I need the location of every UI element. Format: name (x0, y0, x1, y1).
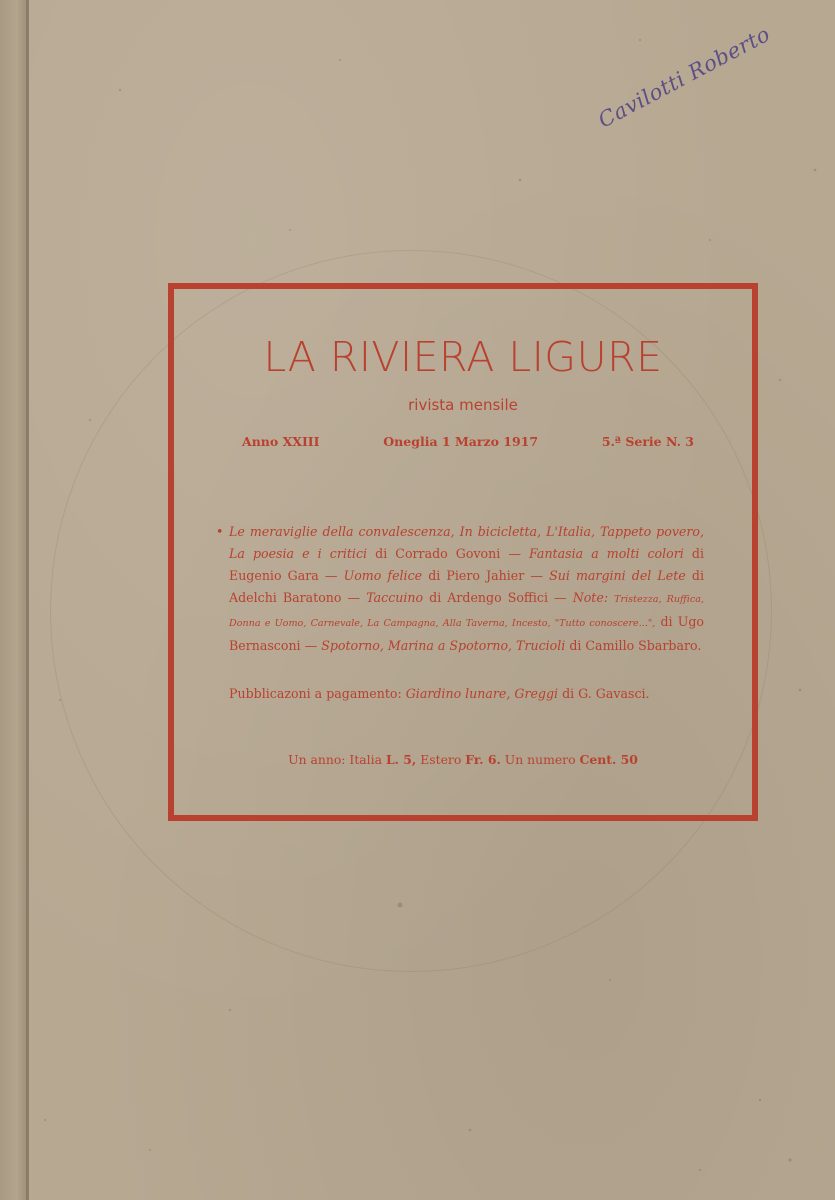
govoni-works: Le meraviglie della convalescenza, In bicicletta, L'Italia, Tappeto povero, La poesia e i critici (229, 524, 704, 561)
gara-work: Fantasia a molti colori (529, 546, 684, 561)
sbarbaro-author: di Camillo Sbarbaro. (569, 638, 702, 653)
bullet-mark: • (216, 524, 224, 539)
paid-publications-works: Giardino lunare, Greggi (405, 686, 559, 701)
soffici-author: di Ardengo Soffici — (429, 590, 567, 605)
issue-year: Anno XXIII (242, 434, 320, 449)
subscription-prices (174, 752, 752, 767)
sbarbaro-works: Spotorno, Marina a Spotorno, Trucioli (321, 638, 566, 653)
abroad-price: Fr. 6. (465, 752, 501, 767)
issue-series-number: 5.ª Serie N. 3 (601, 434, 694, 449)
year-label: Un anno: Italia (288, 752, 382, 767)
issue-info (242, 434, 694, 449)
bernasconi-work: Note: (572, 590, 609, 605)
abroad-label: Estero (420, 752, 462, 767)
baratono-work: Sui margini del Lete (549, 568, 686, 583)
soffici-work: Taccuino (366, 590, 424, 605)
paid-publications (229, 686, 704, 701)
magazine-subtitle: rivista mensile (408, 396, 518, 414)
paid-publications-author: di G. Gavasci. (562, 686, 650, 701)
baratono-author: di Adelchi Baratono — (229, 568, 704, 605)
issue-place-date: Oneglia 1 Marzo 1917 (383, 434, 539, 449)
paid-publications-label: Pubblicazoni a pagamento: (229, 686, 402, 701)
issue-price: Cent. 50 (579, 752, 638, 767)
magazine-title: LA RIVIERA LIGURE (263, 333, 663, 381)
bernasconi-author: di Ugo Bernasconi — (229, 614, 704, 653)
issue-label: Un numero (504, 752, 576, 767)
jahier-work: Uomo felice (343, 568, 423, 583)
gara-author: di Eugenio Gara — (229, 546, 704, 583)
bernasconi-subitems: Tristezza, Ruffica, Donna e Uomo, Carnevale, La Campagna, Alla Taverna, Incesto, "Tutto conoscere...", (229, 594, 705, 629)
jahier-author: di Piero Jahier — (428, 568, 543, 583)
italy-price: L. 5, (385, 752, 417, 767)
table-of-contents (216, 521, 705, 657)
title-frame (168, 283, 758, 821)
govoni-author: di Corrado Govoni — (375, 546, 521, 561)
handwritten-signature: Cavilotti Roberto (594, 21, 775, 133)
